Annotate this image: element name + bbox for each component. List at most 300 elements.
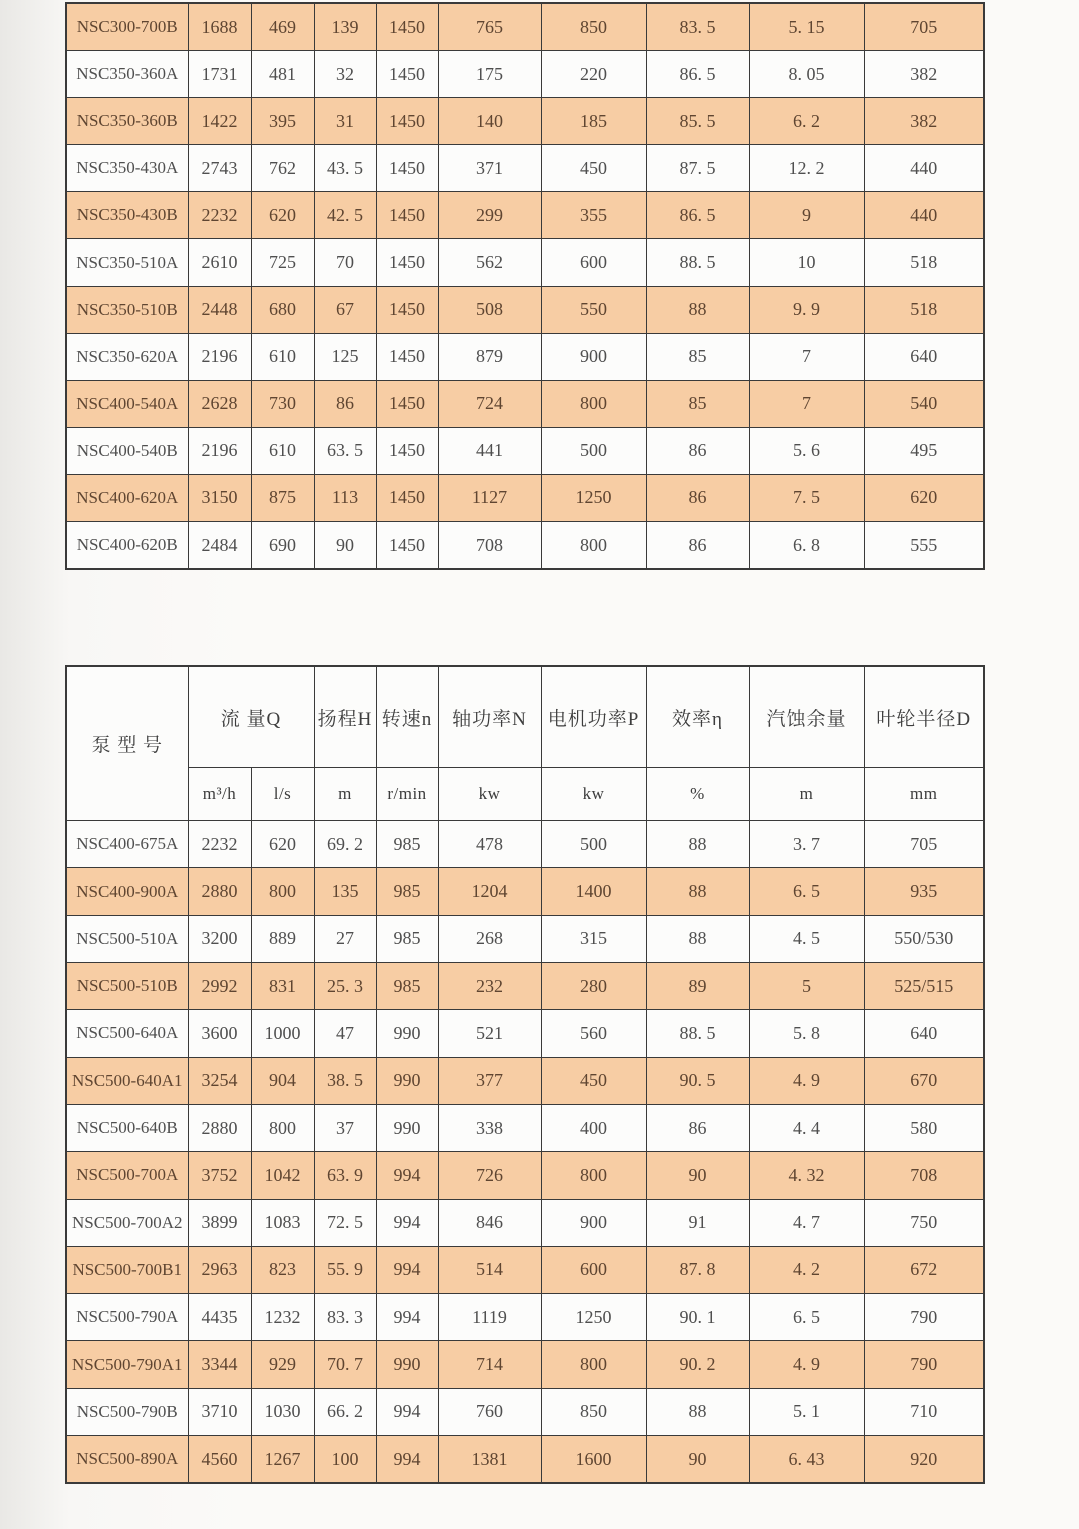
value-cell: 550 [541,286,646,333]
value-cell: 800 [541,1152,646,1199]
table-row [66,333,984,380]
value-cell: 91 [646,1199,749,1246]
table-row [66,1057,984,1104]
value-cell: 441 [438,427,541,474]
value-cell: 338 [438,1104,541,1151]
value-cell: 3200 [188,915,251,962]
value-cell: 3344 [188,1341,251,1388]
value-cell: 67 [314,286,376,333]
value-cell: 2628 [188,380,251,427]
col-header-speed: 转速n [376,666,438,768]
value-cell: 70. 7 [314,1341,376,1388]
value-cell: 7. 5 [749,474,864,521]
value-cell: 85 [646,333,749,380]
value-cell: 4435 [188,1294,251,1341]
value-cell: 83. 5 [646,3,749,51]
value-cell: 55. 9 [314,1246,376,1293]
value-cell: 600 [541,1246,646,1293]
value-cell: 88 [646,286,749,333]
value-cell: 90 [646,1435,749,1483]
unit-flow-m3h: m³/h [188,768,251,821]
pump-model-cell: NSC500-790A1 [66,1341,188,1388]
table-row [66,3,984,51]
value-cell: 1250 [541,474,646,521]
value-cell: 66. 2 [314,1388,376,1435]
value-cell: 31 [314,98,376,145]
value-cell: 4. 2 [749,1246,864,1293]
value-cell: 2484 [188,522,251,570]
value-cell: 382 [864,98,984,145]
value-cell: 800 [251,1104,314,1151]
table-row [66,868,984,915]
value-cell: 9 [749,192,864,239]
pump-model-cell: NSC350-430B [66,192,188,239]
value-cell: 88. 5 [646,1010,749,1057]
value-cell: 920 [864,1435,984,1483]
pump-model-cell: NSC350-360A [66,51,188,98]
value-cell: 1450 [376,333,438,380]
table-row [66,1152,984,1199]
value-cell: 762 [251,145,314,192]
col-header-efficiency: 效率η [646,666,749,768]
value-cell: 86 [646,427,749,474]
value-cell: 929 [251,1341,314,1388]
value-cell: 400 [541,1104,646,1151]
table2-body [66,821,984,1484]
value-cell: 985 [376,915,438,962]
value-cell: 315 [541,915,646,962]
value-cell: 37 [314,1104,376,1151]
value-cell: 889 [251,915,314,962]
pump-model-cell: NSC400-900A [66,868,188,915]
value-cell: 3752 [188,1152,251,1199]
value-cell: 88 [646,868,749,915]
value-cell: 88. 5 [646,239,749,286]
table-row [66,1435,984,1483]
value-cell: 1267 [251,1435,314,1483]
value-cell: 1450 [376,286,438,333]
value-cell: 1450 [376,474,438,521]
value-cell: 800 [541,1341,646,1388]
value-cell: 89 [646,963,749,1010]
col-header-head: 扬程H [314,666,376,768]
value-cell: 8. 05 [749,51,864,98]
value-cell: 1731 [188,51,251,98]
value-cell: 42. 5 [314,192,376,239]
pump-model-cell: NSC350-430A [66,145,188,192]
value-cell: 32 [314,51,376,98]
table-row [66,427,984,474]
value-cell: 831 [251,963,314,1010]
value-cell: 469 [251,3,314,51]
pump-model-cell: NSC500-640A1 [66,1057,188,1104]
value-cell: 1450 [376,380,438,427]
value-cell: 990 [376,1010,438,1057]
unit-shaft-kw: kw [438,768,541,821]
value-cell: 2963 [188,1246,251,1293]
value-cell: 670 [864,1057,984,1104]
table-row [66,192,984,239]
value-cell: 85. 5 [646,98,749,145]
value-cell: 514 [438,1246,541,1293]
value-cell: 580 [864,1104,984,1151]
value-cell: 800 [541,522,646,570]
value-cell: 1450 [376,51,438,98]
value-cell: 478 [438,821,541,868]
value-cell: 3. 7 [749,821,864,868]
value-cell: 90 [646,1152,749,1199]
value-cell: 760 [438,1388,541,1435]
value-cell: 800 [251,868,314,915]
value-cell: 900 [541,1199,646,1246]
pump-model-cell: NSC350-510B [66,286,188,333]
value-cell: 63. 9 [314,1152,376,1199]
value-cell: 521 [438,1010,541,1057]
value-cell: 823 [251,1246,314,1293]
page [0,2,1079,1529]
pump-model-cell: NSC400-675A [66,821,188,868]
value-cell: 525/515 [864,963,984,1010]
col-header-motor-power: 电机功率P [541,666,646,768]
value-cell: 562 [438,239,541,286]
value-cell: 88 [646,915,749,962]
table-row [66,1104,984,1151]
value-cell: 994 [376,1435,438,1483]
value-cell: 63. 5 [314,427,376,474]
col-header-npsh: 汽蚀余量 [749,666,864,768]
value-cell: 440 [864,192,984,239]
value-cell: 1232 [251,1294,314,1341]
value-cell: 790 [864,1341,984,1388]
value-cell: 2992 [188,963,251,1010]
pump-model-cell: NSC400-540B [66,427,188,474]
value-cell: 2196 [188,333,251,380]
value-cell: 268 [438,915,541,962]
value-cell: 710 [864,1388,984,1435]
table-row [66,963,984,1010]
value-cell: 185 [541,98,646,145]
value-cell: 450 [541,1057,646,1104]
table-row [66,1388,984,1435]
value-cell: 994 [376,1246,438,1293]
value-cell: 355 [541,192,646,239]
value-cell: 708 [438,522,541,570]
value-cell: 299 [438,192,541,239]
value-cell: 672 [864,1246,984,1293]
value-cell: 2880 [188,1104,251,1151]
table-row [66,380,984,427]
value-cell: 708 [864,1152,984,1199]
value-cell: 1450 [376,192,438,239]
value-cell: 1450 [376,239,438,286]
value-cell: 518 [864,239,984,286]
table-row [66,239,984,286]
value-cell: 2196 [188,427,251,474]
table-row [66,98,984,145]
value-cell: 140 [438,98,541,145]
value-cell: 4. 7 [749,1199,864,1246]
value-cell: 139 [314,3,376,51]
value-cell: 1450 [376,98,438,145]
value-cell: 175 [438,51,541,98]
unit-npsh-m: m [749,768,864,821]
value-cell: 994 [376,1388,438,1435]
value-cell: 730 [251,380,314,427]
value-cell: 705 [864,3,984,51]
value-cell: 879 [438,333,541,380]
value-cell: 555 [864,522,984,570]
table-row [66,915,984,962]
value-cell: 69. 2 [314,821,376,868]
pump-model-cell: NSC500-700B1 [66,1246,188,1293]
value-cell: 1127 [438,474,541,521]
value-cell: 680 [251,286,314,333]
unit-radius-mm: mm [864,768,984,821]
value-cell: 1000 [251,1010,314,1057]
value-cell: 2743 [188,145,251,192]
value-cell: 540 [864,380,984,427]
value-cell: 5. 15 [749,3,864,51]
value-cell: 990 [376,1104,438,1151]
value-cell: 550/530 [864,915,984,962]
table-row [66,51,984,98]
value-cell: 850 [541,3,646,51]
pump-model-cell: NSC300-700B [66,3,188,51]
value-cell: 5. 1 [749,1388,864,1435]
pump-model-cell: NSC500-790A [66,1294,188,1341]
value-cell: 1204 [438,868,541,915]
value-cell: 620 [864,474,984,521]
value-cell: 2232 [188,821,251,868]
value-cell: 232 [438,963,541,1010]
value-cell: 88 [646,1388,749,1435]
value-cell: 1083 [251,1199,314,1246]
col-header-shaft-power: 轴功率N [438,666,541,768]
value-cell: 3254 [188,1057,251,1104]
pump-model-cell: NSC500-700A2 [66,1199,188,1246]
value-cell: 113 [314,474,376,521]
pump-model-cell: NSC400-620B [66,522,188,570]
value-cell: 47 [314,1010,376,1057]
value-cell: 87. 5 [646,145,749,192]
value-cell: 4. 9 [749,1057,864,1104]
value-cell: 135 [314,868,376,915]
table-row [66,1341,984,1388]
value-cell: 518 [864,286,984,333]
value-cell: 371 [438,145,541,192]
value-cell: 620 [251,821,314,868]
value-cell: 3600 [188,1010,251,1057]
value-cell: 994 [376,1152,438,1199]
value-cell: 725 [251,239,314,286]
value-cell: 4. 32 [749,1152,864,1199]
value-cell: 1119 [438,1294,541,1341]
value-cell: 900 [541,333,646,380]
value-cell: 86. 5 [646,51,749,98]
value-cell: 6. 5 [749,1294,864,1341]
col-header-pump-model: 泵 型 号 [66,666,188,821]
value-cell: 705 [864,821,984,868]
value-cell: 1450 [376,145,438,192]
value-cell: 72. 5 [314,1199,376,1246]
pump-model-cell: NSC500-790B [66,1388,188,1435]
value-cell: 88 [646,821,749,868]
value-cell: 726 [438,1152,541,1199]
value-cell: 100 [314,1435,376,1483]
value-cell: 85 [646,380,749,427]
value-cell: 481 [251,51,314,98]
value-cell: 6. 43 [749,1435,864,1483]
value-cell: 610 [251,333,314,380]
value-cell: 495 [864,427,984,474]
pump-model-cell: NSC500-640B [66,1104,188,1151]
value-cell: 5 [749,963,864,1010]
value-cell: 985 [376,963,438,1010]
value-cell: 994 [376,1294,438,1341]
value-cell: 86 [314,380,376,427]
value-cell: 560 [541,1010,646,1057]
value-cell: 86. 5 [646,192,749,239]
table-row [66,1246,984,1293]
value-cell: 1030 [251,1388,314,1435]
table-row [66,1294,984,1341]
value-cell: 640 [864,333,984,380]
value-cell: 1450 [376,3,438,51]
value-cell: 90 [314,522,376,570]
value-cell: 4. 5 [749,915,864,962]
value-cell: 5. 6 [749,427,864,474]
table-row [66,821,984,868]
value-cell: 280 [541,963,646,1010]
value-cell: 220 [541,51,646,98]
value-cell: 1688 [188,3,251,51]
table-row [66,1010,984,1057]
value-cell: 1450 [376,522,438,570]
value-cell: 2232 [188,192,251,239]
value-cell: 10 [749,239,864,286]
header-row-units [66,768,984,821]
value-cell: 640 [864,1010,984,1057]
value-cell: 850 [541,1388,646,1435]
value-cell: 2448 [188,286,251,333]
table-row [66,286,984,333]
table-row [66,1199,984,1246]
value-cell: 377 [438,1057,541,1104]
value-cell: 3150 [188,474,251,521]
value-cell: 985 [376,821,438,868]
col-header-impeller-radius: 叶轮半径D [864,666,984,768]
pump-model-cell: NSC400-620A [66,474,188,521]
value-cell: 27 [314,915,376,962]
value-cell: 7 [749,380,864,427]
pump-model-cell: NSC500-510B [66,963,188,1010]
value-cell: 1400 [541,868,646,915]
value-cell: 500 [541,427,646,474]
value-cell: 4560 [188,1435,251,1483]
value-cell: 1450 [376,427,438,474]
pump-model-cell: NSC400-540A [66,380,188,427]
table-row [66,474,984,521]
value-cell: 724 [438,380,541,427]
value-cell: 765 [438,3,541,51]
value-cell: 5. 8 [749,1010,864,1057]
value-cell: 714 [438,1341,541,1388]
table-row [66,145,984,192]
value-cell: 1422 [188,98,251,145]
value-cell: 6. 2 [749,98,864,145]
unit-flow-ls: l/s [251,768,314,821]
value-cell: 846 [438,1199,541,1246]
value-cell: 990 [376,1341,438,1388]
pump-model-cell: NSC350-620A [66,333,188,380]
value-cell: 690 [251,522,314,570]
value-cell: 440 [864,145,984,192]
value-cell: 1250 [541,1294,646,1341]
value-cell: 125 [314,333,376,380]
pump-model-cell: NSC500-510A [66,915,188,962]
value-cell: 395 [251,98,314,145]
value-cell: 86 [646,522,749,570]
header-row-main [66,666,984,768]
pump-model-cell: NSC500-640A [66,1010,188,1057]
value-cell: 9. 9 [749,286,864,333]
value-cell: 382 [864,51,984,98]
value-cell: 2880 [188,868,251,915]
value-cell: 25. 3 [314,963,376,1010]
value-cell: 1381 [438,1435,541,1483]
value-cell: 4. 9 [749,1341,864,1388]
value-cell: 90. 1 [646,1294,749,1341]
value-cell: 985 [376,868,438,915]
value-cell: 90. 5 [646,1057,749,1104]
value-cell: 600 [541,239,646,286]
value-cell: 3710 [188,1388,251,1435]
value-cell: 87. 8 [646,1246,749,1293]
value-cell: 620 [251,192,314,239]
value-cell: 1600 [541,1435,646,1483]
table-row [66,522,984,570]
value-cell: 38. 5 [314,1057,376,1104]
value-cell: 43. 5 [314,145,376,192]
unit-motor-kw: kw [541,768,646,821]
value-cell: 86 [646,1104,749,1151]
value-cell: 450 [541,145,646,192]
value-cell: 6. 8 [749,522,864,570]
value-cell: 994 [376,1199,438,1246]
value-cell: 500 [541,821,646,868]
value-cell: 70 [314,239,376,286]
pump-model-cell: NSC500-700A [66,1152,188,1199]
value-cell: 990 [376,1057,438,1104]
value-cell: 90. 2 [646,1341,749,1388]
value-cell: 83. 3 [314,1294,376,1341]
pump-model-cell: NSC350-510A [66,239,188,286]
pump-model-cell: NSC350-360B [66,98,188,145]
value-cell: 4. 4 [749,1104,864,1151]
value-cell: 508 [438,286,541,333]
value-cell: 800 [541,380,646,427]
value-cell: 86 [646,474,749,521]
unit-speed-rmin: r/min [376,768,438,821]
value-cell: 1042 [251,1152,314,1199]
value-cell: 875 [251,474,314,521]
value-cell: 904 [251,1057,314,1104]
value-cell: 6. 5 [749,868,864,915]
col-header-flow: 流 量Q [188,666,314,768]
value-cell: 790 [864,1294,984,1341]
pump-spec-table [65,665,985,1484]
unit-efficiency-pct: % [646,768,749,821]
